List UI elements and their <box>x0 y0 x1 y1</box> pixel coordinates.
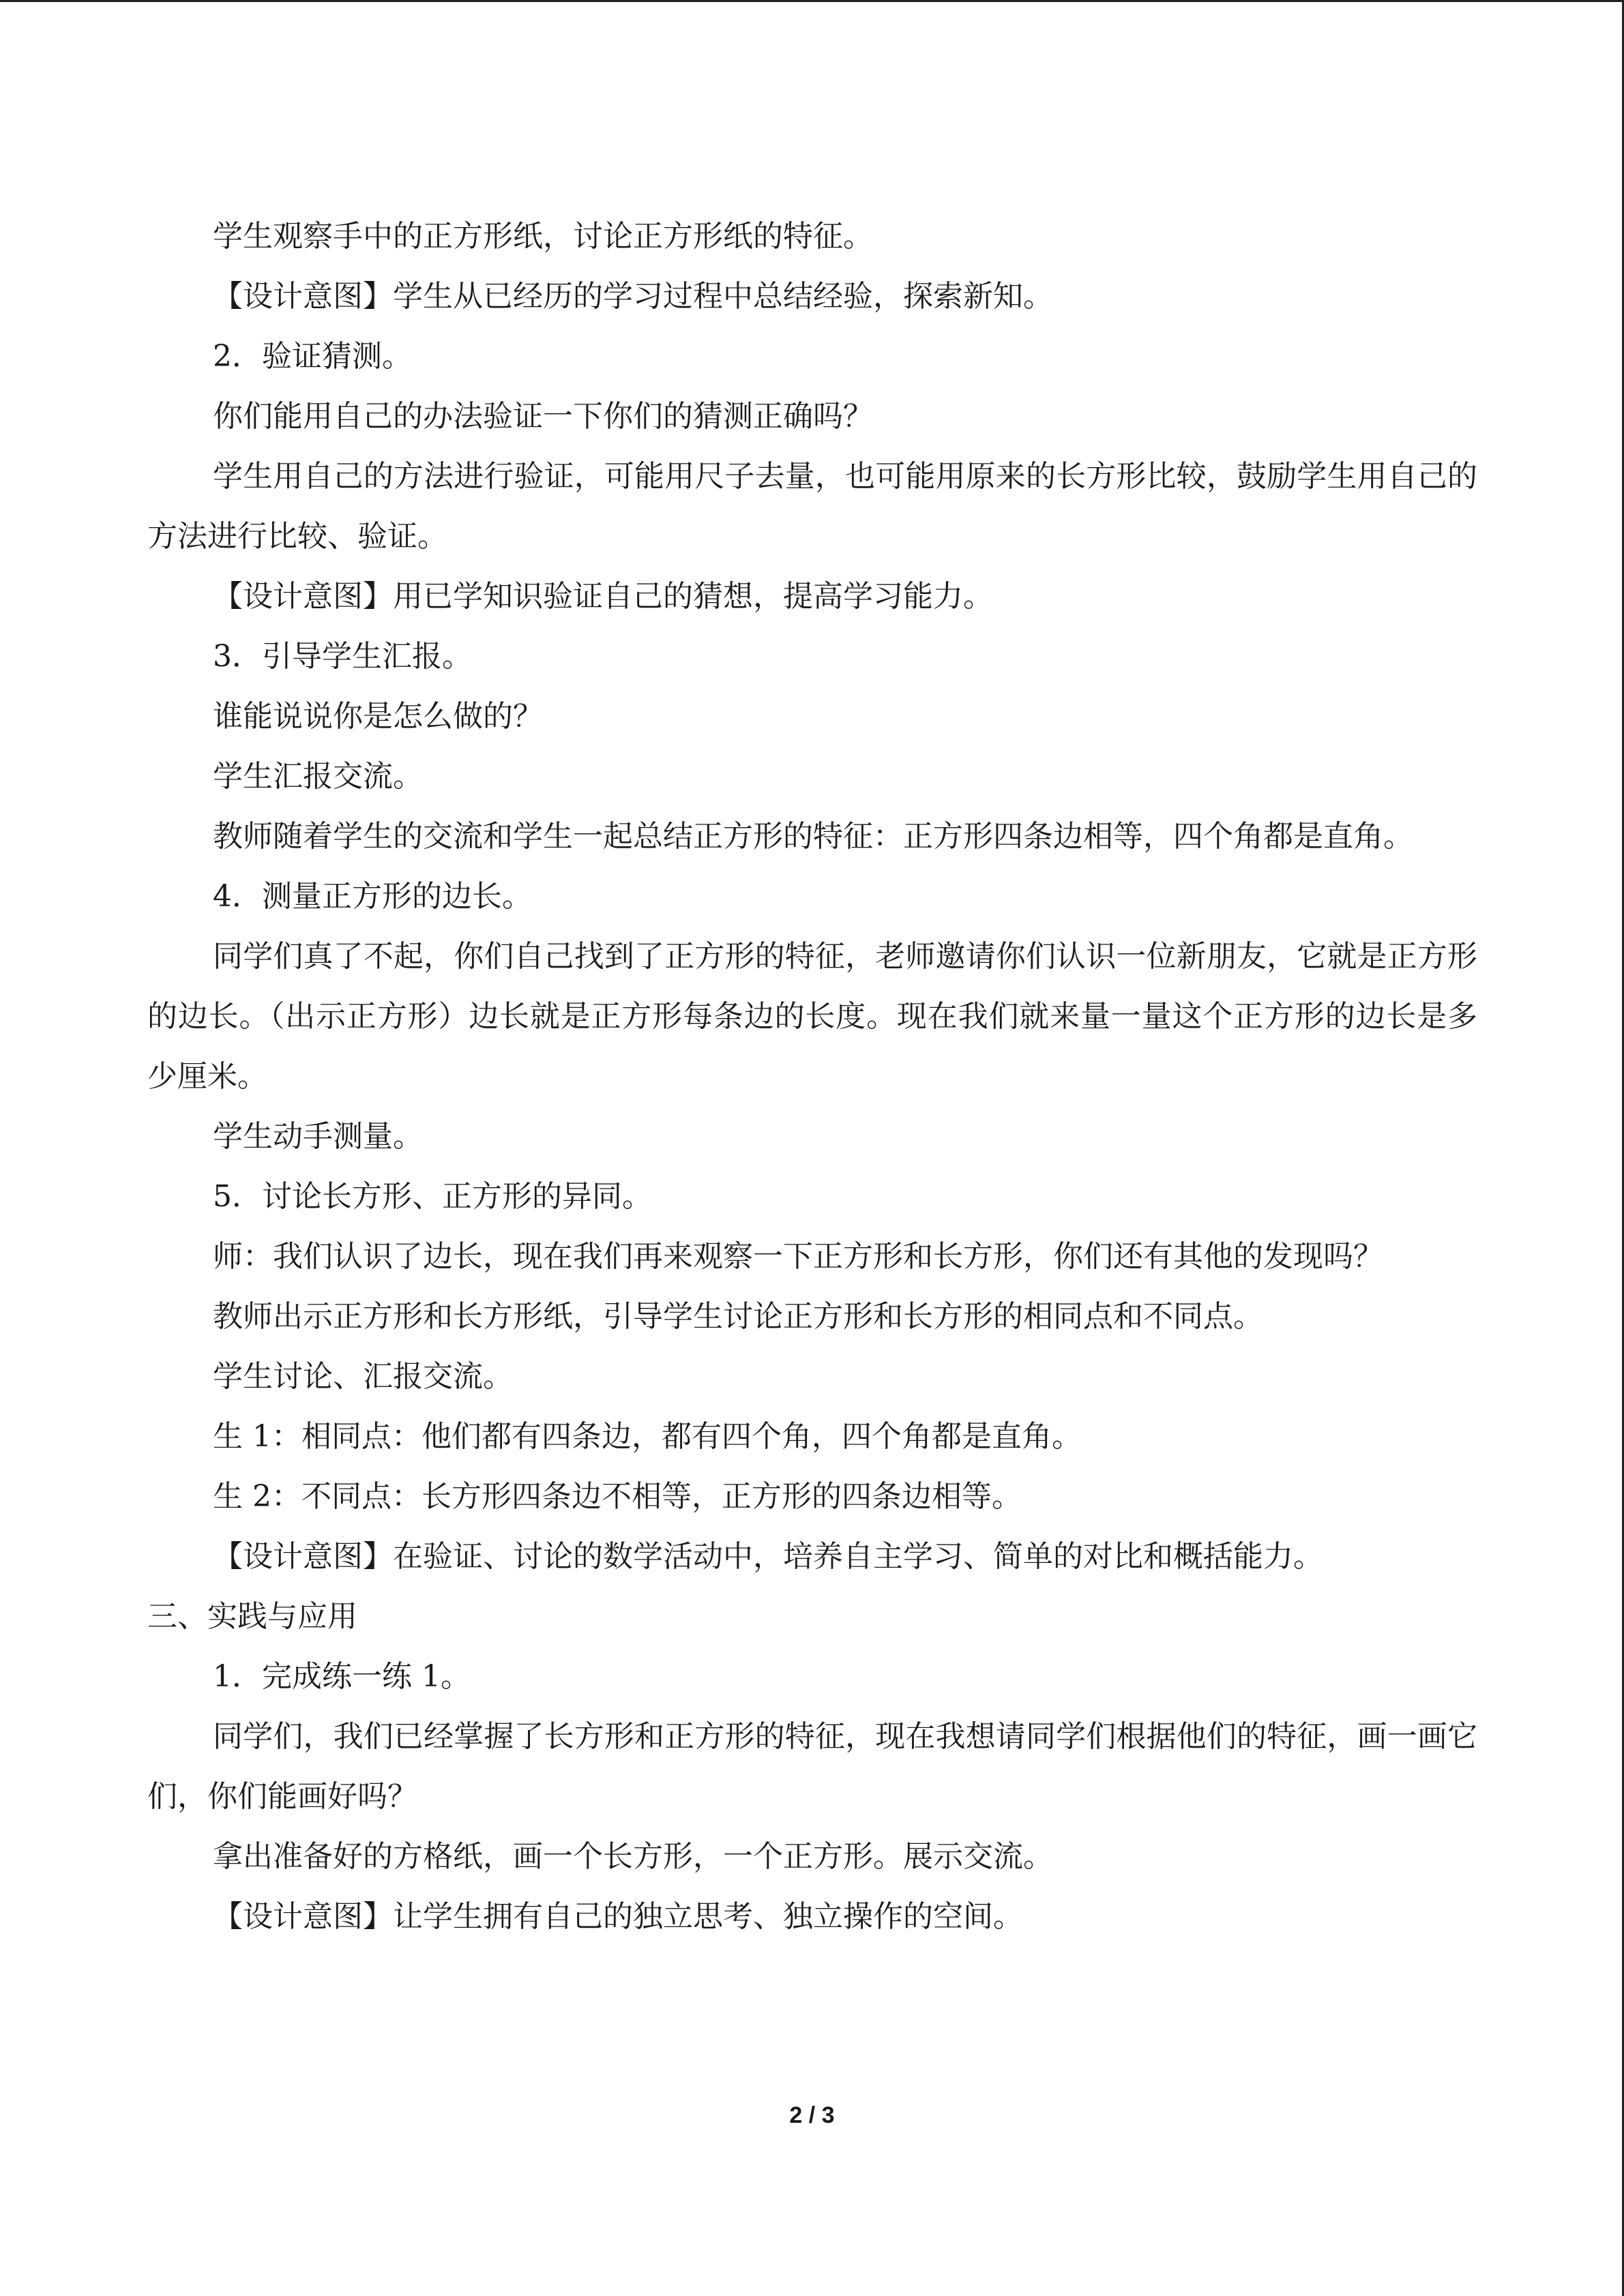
paragraph: 学生讨论、汇报交流。 <box>213 1359 513 1394</box>
paragraph: 2．验证猜测。 <box>213 339 412 374</box>
paragraph: 【设计意图】在验证、讨论的数学活动中，培养自主学习、简单的对比和概括能力。 <box>213 1539 1323 1574</box>
paragraph: 1．完成练一练 1。 <box>213 1659 471 1694</box>
paragraph: 同学们，我们已经掌握了长方形和正方形的特征，现在我想请同学们根据他们的特征，画一画它们，你们能画好吗？ <box>147 1719 1477 1814</box>
paragraph: 学生动手测量。 <box>213 1119 423 1154</box>
paragraph: 你们能用自己的办法验证一下你们的猜测正确吗？ <box>213 399 873 434</box>
paragraph: 谁能说说你是怎么做的？ <box>213 699 543 734</box>
paragraph: 生 1：相同点：他们都有四条边，都有四个角，四个角都是直角。 <box>213 1419 1082 1454</box>
paragraph: 教师随着学生的交流和学生一起总结正方形的特征：正方形四条边相等，四个角都是直角。 <box>213 819 1413 854</box>
paragraph: 学生汇报交流。 <box>213 759 423 794</box>
body-text <box>147 207 1477 1947</box>
page-number: 2 / 3 <box>789 2102 835 2128</box>
paragraph: 师：我们认识了边长，现在我们再来观察一下正方形和长方形，你们还有其他的发现吗？ <box>213 1239 1383 1274</box>
paragraph: 【设计意图】用已学知识验证自己的猜想，提高学习能力。 <box>213 579 993 614</box>
paragraph: 教师出示正方形和长方形纸，引导学生讨论正方形和长方形的相同点和不同点。 <box>213 1299 1263 1334</box>
paragraph: 生 2：不同点：长方形四条边不相等，正方形的四条边相等。 <box>213 1479 1022 1514</box>
paragraph: 拿出准备好的方格纸，画一个长方形，一个正方形。展示交流。 <box>213 1839 1053 1874</box>
paragraph: 学生用自己的方法进行验证，可能用尺子去量，也可能用原来的长方形比较，鼓励学生用自己的方法进行比较、验证。 <box>147 459 1477 554</box>
paragraph: 学生观察手中的正方形纸，讨论正方形纸的特征。 <box>213 219 873 254</box>
paragraph: 【设计意图】让学生拥有自己的独立思考、独立操作的空间。 <box>213 1899 1023 1934</box>
paragraph: 4．测量正方形的边长。 <box>213 879 532 914</box>
section-heading: 三、实践与应用 <box>147 1599 357 1634</box>
paragraph: 同学们真了不起，你们自己找到了正方形的特征，老师邀请你们认识一位新朋友，它就是正方形的边长。（出示正方形）边长就是正方形每条边的长度。现在我们就来量一量这个正方形的边长是多少厘米。 <box>147 939 1477 1094</box>
paragraph: 【设计意图】学生从已经历的学习过程中总结经验，探索新知。 <box>213 279 1053 314</box>
paragraph: 3．引导学生汇报。 <box>213 639 472 674</box>
paragraph: 5．讨论长方形、正方形的异同。 <box>213 1179 652 1214</box>
